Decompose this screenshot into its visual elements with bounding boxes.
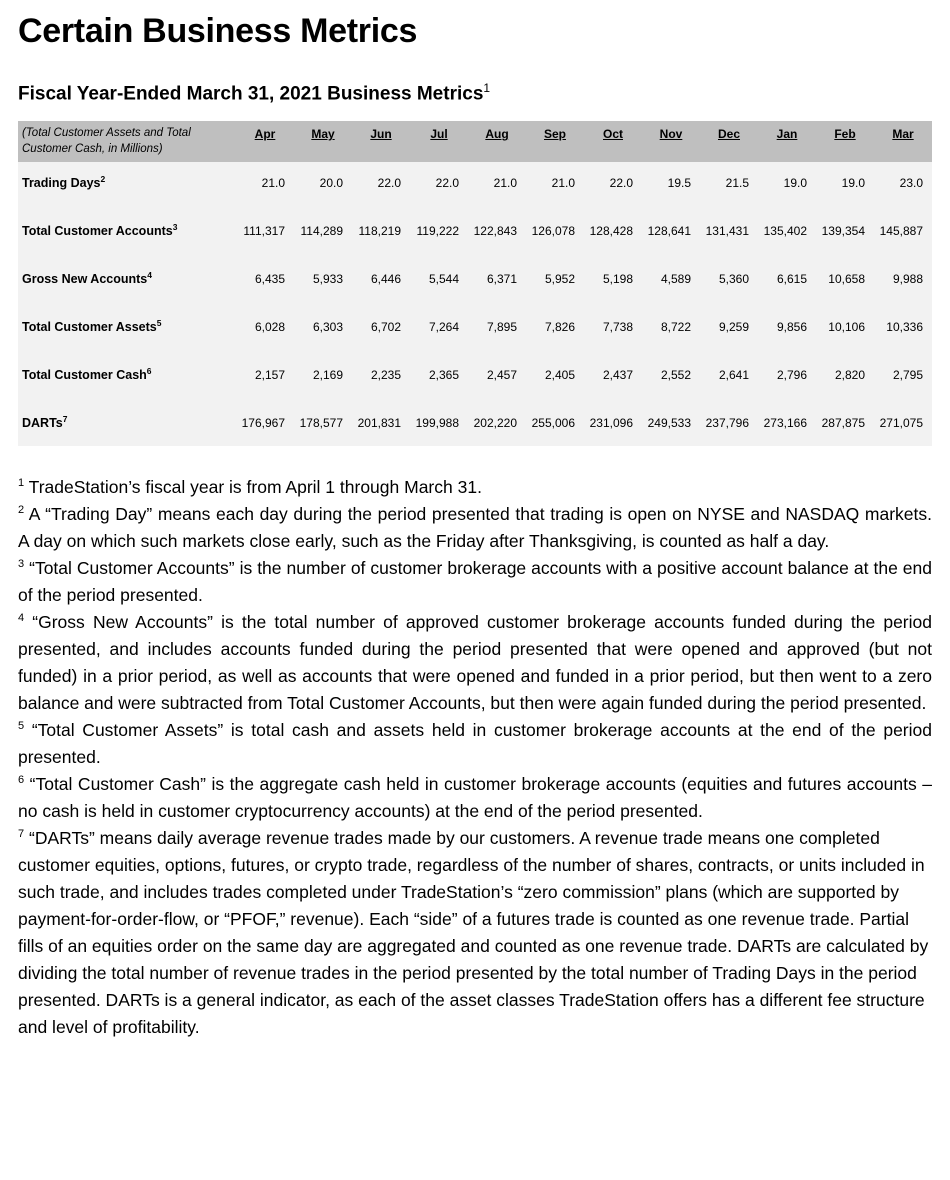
row-label: DARTs$^7$ [22,414,68,431]
value-cell: 2,169 [312,368,343,383]
value-cell: 2,796 [776,368,807,383]
value-cell: 4,589 [660,271,691,286]
value-cell: 22.0 [377,175,401,190]
value-cell: 9,856 [776,320,807,335]
footnote: $^5$ “Total Customer Assets” is total cash and assets held in customer brokerage accounts at the end of the period presented. [18,720,932,768]
value-cell: 6,028 [254,320,285,335]
value-cell: 22.0 [435,175,459,190]
table-row [18,196,932,244]
subtitle-footnote-ref: 1 [483,81,491,95]
footnote-number: 5 [18,720,25,733]
row-label: Total Customer Accounts$^3$ [22,221,178,238]
value-cell: 6,702 [370,320,401,335]
metrics-table [18,121,932,446]
footnote: $^7$ “DARTs” means daily average revenue trades made by our customers. A revenue trade means one completed customer equities, options, futures, or crypto trade, regardless of the number of shares, contracts, or units included in such trade, and includes trades completed under TradeStation’s “zero commission” plans (which are supported by payment-for-order-flow, or “PFOF,” revenue). Each “side” of a futures trade is counted as one revenue trade. Partial fills of an equities order on the same day are aggregated and counted as one revenue trade. DARTs are calculated by dividing the total number of revenue trades in the period presented by the total number of Trading Days in the period presented. DARTs is a general indicator, as each of the asset classes TradeStation offers has a different fee structure and level of profitability. [18,828,929,1038]
value-cell: 5,952 [544,271,575,286]
month-column-header: Apr [236,121,294,161]
value-cell: 2,365 [428,368,459,383]
footnote-number: 1 [18,477,25,490]
row-footnote-ref: 6 [146,366,152,377]
value-cell: 131,431 [705,223,749,238]
section-subtitle [18,81,932,105]
value-cell: 21.0 [261,175,285,190]
footnote: $^4$ “Gross New Accounts” is the total number of approved customer brokerage accounts funded during the period presented, and includes accounts funded during the period presented that were opened and approved (but not funded) in a prior period, as well as accounts that were opened and funded in a prior period, but then went to a zero balance and were subtracted from Total Customer Accounts, but then were again funded during the period presented. [18,612,932,714]
value-cell: 6,435 [254,271,285,286]
table-row [18,292,932,340]
month-column-header: Dec [700,121,758,161]
footnote: $^6$ “Total Customer Cash” is the aggregate cash held in customer brokerage accounts (equities and futures accounts – no cash is held in customer cryptocurrency accounts) at the end of the period presented. [18,774,932,822]
value-cell: 271,075 [879,416,923,431]
table-head [18,121,932,161]
month-column-header: Feb [816,121,874,161]
table-row [18,162,932,196]
value-cell: 273,166 [763,416,807,431]
table-caption: (Total Customer Assets and Total Customer Cash, in Millions) [18,121,236,161]
value-cell: 21.5 [725,175,749,190]
table-header-row [18,121,932,161]
table-row [18,388,932,446]
page-title: Certain Business Metrics [18,12,418,50]
footnote-number: 3 [18,558,25,571]
value-cell: 22.0 [609,175,633,190]
value-cell: 19.0 [841,175,865,190]
value-cell: 2,235 [370,368,401,383]
table-body [18,162,932,447]
row-footnote-ref: 4 [147,269,152,280]
value-cell: 119,222 [416,223,459,238]
month-column-header: Nov [642,121,700,161]
value-cell: 10,658 [828,271,865,286]
value-cell: 5,933 [312,271,343,286]
value-cell: 111,317 [243,223,285,238]
value-cell: 2,552 [660,368,691,383]
value-cell: 10,106 [828,320,865,335]
value-cell: 20.0 [319,175,343,190]
value-cell: 7,738 [602,320,633,335]
value-cell: 21.0 [551,175,575,190]
value-cell: 9,988 [892,271,923,286]
value-cell: 7,895 [486,320,517,335]
value-cell: 122,843 [473,223,517,238]
value-cell: 2,457 [486,368,517,383]
value-cell: 237,796 [705,416,749,431]
row-label: Total Customer Cash$^6$ [22,366,152,383]
table-row [18,340,932,388]
value-cell: 6,303 [312,320,343,335]
value-cell: 114,289 [300,223,343,238]
value-cell: 19.0 [783,175,807,190]
value-cell: 2,641 [718,368,749,383]
value-cell: 19.5 [667,175,691,190]
value-cell: 21.0 [493,175,517,190]
month-column-header: Jan [758,121,816,161]
value-cell: 2,820 [834,368,865,383]
value-cell: 23.0 [899,175,923,190]
month-column-header: Sep [526,121,584,161]
value-cell: 139,354 [821,223,865,238]
value-cell: 126,078 [531,223,575,238]
month-column-header: Jul [410,121,468,161]
row-label: Trading Days$^2$ [22,173,106,190]
row-footnote-ref: 7 [62,414,68,425]
month-column-header: Oct [584,121,642,161]
value-cell: 128,641 [647,223,691,238]
value-cell: 5,544 [428,271,459,286]
footnote: $^1$ TradeStation’s fiscal year is from April 1 through March 31. [18,477,482,498]
value-cell: 176,967 [241,416,285,431]
value-cell: 249,533 [647,416,691,431]
value-cell: 10,336 [886,320,923,335]
value-cell: 2,405 [544,368,575,383]
value-cell: 6,371 [486,271,517,286]
value-cell: 2,157 [254,368,285,383]
month-column-header: Mar [874,121,932,161]
value-cell: 201,831 [357,416,401,431]
value-cell: 7,826 [544,320,575,335]
value-cell: 287,875 [821,416,865,431]
footnote: $^3$ “Total Customer Accounts” is the number of customer brokerage accounts with a positive account balance at the end of the period presented. [18,558,932,606]
footnote-number: 6 [18,774,25,787]
value-cell: 231,096 [589,416,633,431]
value-cell: 145,887 [879,223,923,238]
footnote-number: 7 [18,828,25,841]
footnotes-section [18,474,932,1041]
month-column-header: May [294,121,352,161]
subtitle-text: Fiscal Year-Ended March 31, 2021 Business Metrics [18,83,484,105]
value-cell: 118,219 [358,223,401,238]
row-footnote-ref: 5 [156,317,162,328]
value-cell: 6,615 [776,271,807,286]
value-cell: 2,437 [602,368,633,383]
footnote-number: 4 [18,612,25,625]
month-column-header: Aug [468,121,526,161]
value-cell: 9,259 [718,320,749,335]
value-cell: 202,220 [473,416,517,431]
value-cell: 6,446 [370,271,401,286]
value-cell: 7,264 [428,320,459,335]
value-cell: 255,006 [531,416,575,431]
footnote-number: 2 [18,504,25,517]
value-cell: 5,198 [602,271,633,286]
row-footnote-ref: 3 [172,221,178,232]
value-cell: 178,577 [299,416,343,431]
table-row [18,244,932,292]
value-cell: 5,360 [718,271,749,286]
row-label: Gross New Accounts$^4$ [22,269,152,286]
row-label: Total Customer Assets$^5$ [22,317,162,335]
footnote: $^2$ A “Trading Day” means each day during the period presented that trading is open on NYSE and NASDAQ markets. A day on which such markets close early, such as the Friday after Thanksgiving, is counted as half a day. [18,504,932,552]
value-cell: 135,402 [763,223,807,238]
value-cell: 128,428 [589,223,633,238]
value-cell: 199,988 [415,416,459,431]
value-cell: 8,722 [660,320,691,335]
month-column-header: Jun [352,121,410,161]
row-footnote-ref: 2 [100,173,106,184]
value-cell: 2,795 [892,368,923,383]
